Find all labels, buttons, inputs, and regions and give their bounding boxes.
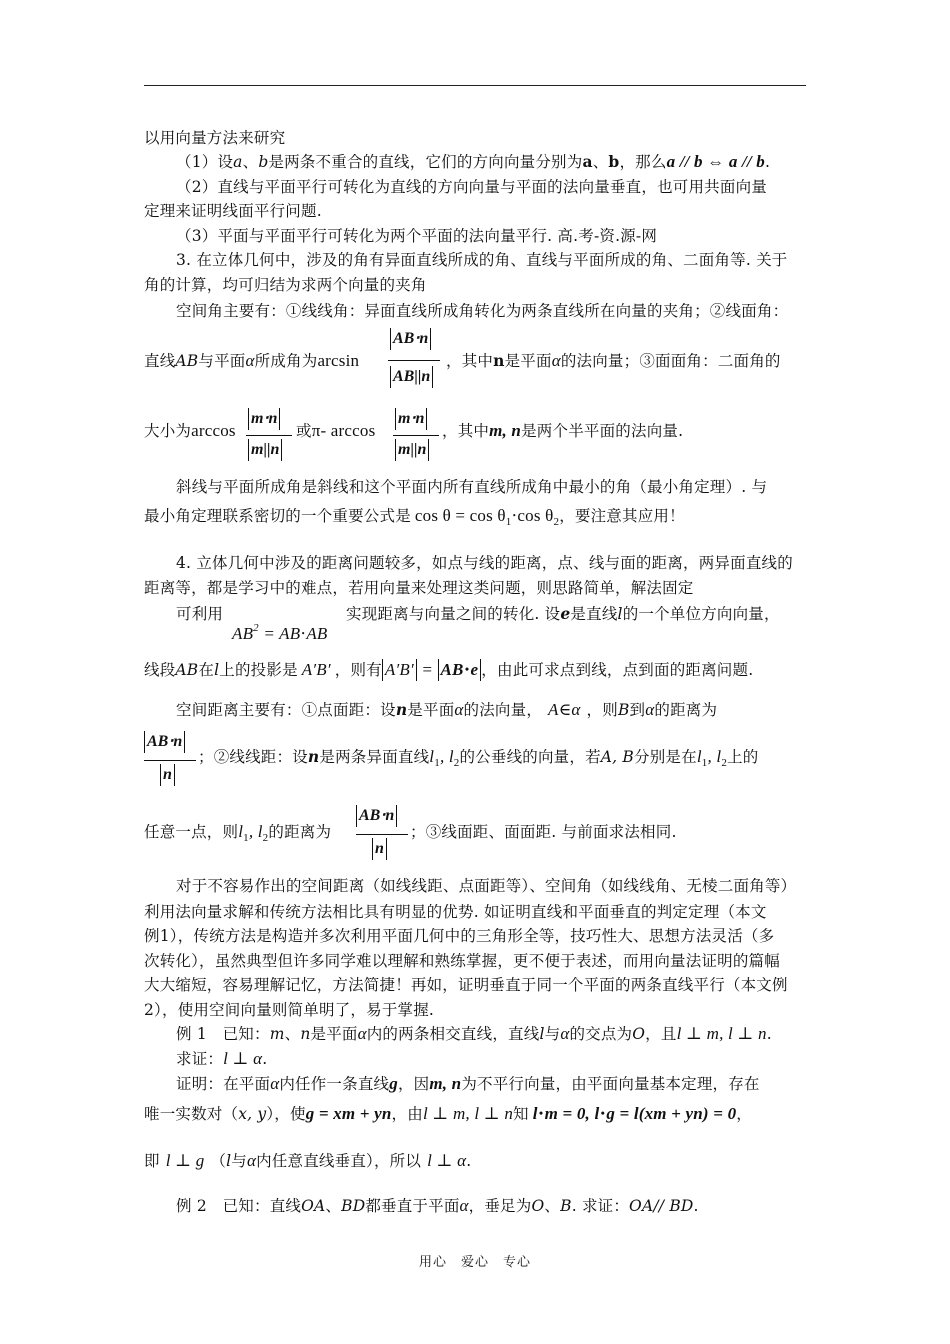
paragraph-line: 2），使用空间向量则简单明了，易于掌握. xyxy=(144,1001,435,1019)
paragraph-line: 最小角定理联系密切的一个重要公式是 $\cos \theta = \cos \theta_1\cdot\cos$ $\theta_2$，要注意其应用！ xyxy=(144,506,685,528)
paragraph-line: 任意一点，则$l_1$, $l_2$的距离为 xyxy=(144,822,332,844)
proof-line: 唯一实数对（x, y），使g = xm + yn，由l ⊥ m, l ⊥ n知 l⋅m = 0, l⋅g = l(xm + yn) = 0， xyxy=(144,1104,752,1123)
fraction-bar xyxy=(388,360,440,361)
paragraph-line: 大大缩短，容易理解记忆，方法简捷！再如，证明垂直于同一个平面的两条直线平行（本文例 xyxy=(144,976,788,994)
paragraph-line: 4. 立体几何中涉及的距离问题较多，如点与线的距离，点、线与面的距离，两异面直线的 xyxy=(176,554,793,572)
paragraph-line: （3）平面与平面平行可转化为两个平面的法向量平行. 高.考-资.源-网 xyxy=(176,227,658,245)
example-2-given: 例 2 已知：直线OA、BD都垂直于平面α，垂足为O、B. 求证：OA// BD. xyxy=(176,1196,699,1215)
paragraph-line: （2）直线与平面平行可转化为直线的方向向量与平面的法向量垂直，也可用共面向量 xyxy=(176,178,767,196)
paragraph-line: 可利用 xyxy=(176,605,224,623)
paragraph-line: 例1），传统方法是构造并多次利用平面几何中的三角形全等，技巧性大、思想方法灵活（多 xyxy=(144,927,775,945)
paragraph-line: 利用法向量求解和传统方法相比具有明显的优势. 如证明直线和平面垂直的判定定理（本文 xyxy=(144,903,767,921)
proof-line: 证明：在平面α内任作一条直线g，因m, n为不平行向量，由平面向量基本定理，存在 xyxy=(176,1074,760,1093)
page-footer: 用心 爱心 专心 xyxy=(418,1255,531,1270)
paragraph-line: ；②线线距：设n是两条异面直线$l_1$, $l_2$的公垂线的向量，若A, B分别是在$l_1$, $l_2$上的 xyxy=(198,747,759,769)
paragraph-line: 大小为arccos xyxy=(144,421,236,440)
paragraph-line: 直线AB与平面α所成角为arcsin xyxy=(144,351,360,370)
paragraph-line: 实现距离与向量之间的转化. 设e是直线l的一个单位方向向量， xyxy=(346,604,780,623)
paragraph-line: 3. 在立体几何中，涉及的角有异面直线所成的角、直线与平面所成的角、二面角等. 关于 xyxy=(176,251,788,269)
paragraph-line: 线段AB在l上的投影是 A′B′ ，则有 A′B′ = AB⋅e ，由此可求点到线，点到面的距离问题. xyxy=(144,660,754,679)
paragraph-line: ，其中n是平面α的法向量；③面面角：二面角的 xyxy=(446,351,781,370)
formula-inline: $AB^2 = AB\cdot AB$ xyxy=(232,622,328,643)
fraction-numerator: AB⋅n xyxy=(390,328,431,350)
paragraph-line: 距离等，都是学习中的难点，若用向量来处理这类问题，则思路简单，解法固定 xyxy=(144,579,694,597)
paragraph-line: ；③线面距、面面距. 与前面求法相同. xyxy=(410,823,677,841)
fraction-denominator: AB||n xyxy=(390,366,433,388)
example-1-prove: 求证：l ⊥ α. xyxy=(176,1049,268,1068)
paragraph-line: 角的计算，均可归结为求两个向量的夹角 xyxy=(144,276,427,294)
header-rule xyxy=(144,85,806,86)
paragraph-line: 次转化），虽然典型但许多同学难以理解和熟练掌握，更不便于表述，而用向量法证明的篇幅 xyxy=(144,952,780,970)
paragraph-line: 斜线与平面所成角是斜线和这个平面内所有直线所成角中最小的角（最小角定理）. 与 xyxy=(176,478,768,496)
paragraph-line: 或π- arccos xyxy=(296,421,376,440)
paragraph-line: 对于不容易作出的空间距离（如线线距、点面距等）、空间角（如线线角、无棱二面角等） xyxy=(176,877,797,895)
example-1-given: 例 1 已知：m、n是平面α内的两条相交直线，直线l与α的交点为O，且l ⊥ m, l ⊥ n. xyxy=(176,1024,772,1043)
paragraph-line: 空间距离主要有：①点面距：设n是平面α的法向量， A∈α ，则B到α的距离为 xyxy=(176,700,718,719)
paragraph-line: 空间角主要有：①线线角：异面直线所成角转化为两条直线所在向量的夹角；②线面角： xyxy=(176,302,789,320)
paragraph-line: （1）设a、b是两条不重合的直线，它们的方向向量分别为a、b，那么a // b ⇔ a // b. xyxy=(176,152,771,171)
paragraph-line: ，其中m, n是两个半平面的法向量. xyxy=(442,421,684,440)
proof-line: 即 l ⊥ g （l与α内任意直线垂直），所以 l ⊥ α. xyxy=(144,1151,472,1170)
paragraph-line: 以用向量方法来研究 xyxy=(144,129,286,147)
paragraph-line: 定理来证明线面平行问题. xyxy=(144,202,322,220)
